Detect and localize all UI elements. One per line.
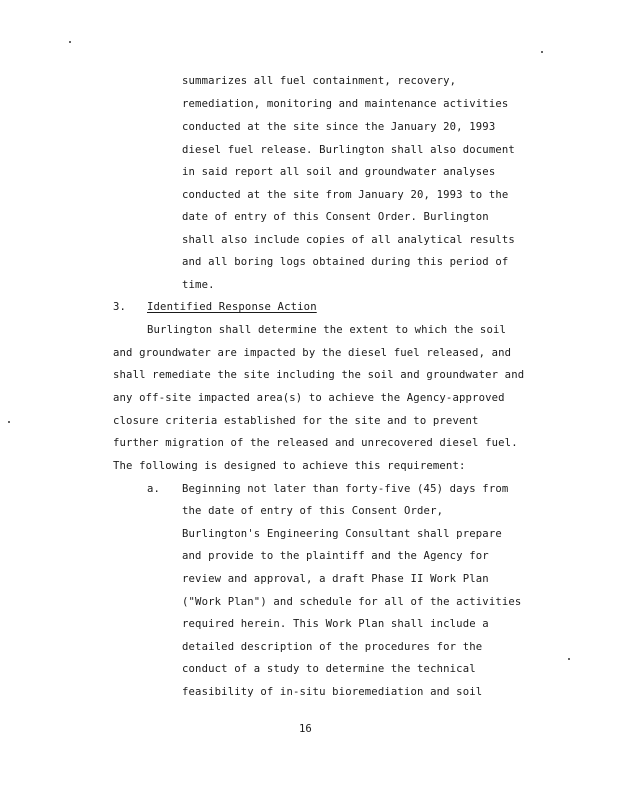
scan-speck [69,41,71,43]
scan-speck [8,421,10,423]
item-line: Beginning not later than forty-five (45) days from [182,483,509,495]
continuation-line: summarizes all fuel containment, recovery, [182,75,457,87]
body-line: and groundwater are impacted by the diesel fuel released, and [113,347,512,359]
continuation-line: and all boring logs obtained during this period of [182,256,509,268]
continuation-line: time. [182,279,215,291]
continuation-line: date of entry of this Consent Order. Burlington [182,211,489,223]
item-line: detailed description of the procedures for the [182,641,483,653]
item-label: a. [147,483,161,495]
continuation-line: conducted at the site since the January 20, 1993 [182,121,496,133]
body-line: shall remediate the site including the soil and groundwater and [113,369,525,381]
scan-speck [541,51,543,53]
body-line: Burlington shall determine the extent to which the soil [147,324,507,336]
body-line: closure criteria established for the site and to prevent [113,415,479,427]
section-number: 3. [113,301,127,313]
item-line: conduct of a study to determine the technical [182,663,476,675]
continuation-line: diesel fuel release. Burlington shall also document [182,144,515,156]
body-line: The following is designed to achieve this requirement: [113,460,466,472]
item-line: the date of entry of this Consent Order, [182,505,444,517]
item-line: Burlington's Engineering Consultant shall prepare [182,528,502,540]
continuation-line: conducted at the site from January 20, 1993 to the [182,189,509,201]
continuation-line: remediation, monitoring and maintenance activities [182,98,509,110]
continuation-line: shall also include copies of all analytical results [182,234,515,246]
item-line: feasibility of in-situ bioremediation and soil [182,686,483,698]
item-line: required herein. This Work Plan shall include a [182,618,489,630]
item-line: ("Work Plan") and schedule for all of the activities [182,596,522,608]
body-line: any off-site impacted area(s) to achieve the Agency-approved [113,392,505,404]
body-line: further migration of the released and unrecovered diesel fuel. [113,437,518,449]
item-line: review and approval, a draft Phase II Work Plan [182,573,489,585]
scan-speck [568,658,570,660]
continuation-line: in said report all soil and groundwater analyses [182,166,496,178]
page-number: 16 [299,723,312,735]
item-line: and provide to the plaintiff and the Agency for [182,550,489,562]
section-heading: Identified Response Action [147,301,317,313]
